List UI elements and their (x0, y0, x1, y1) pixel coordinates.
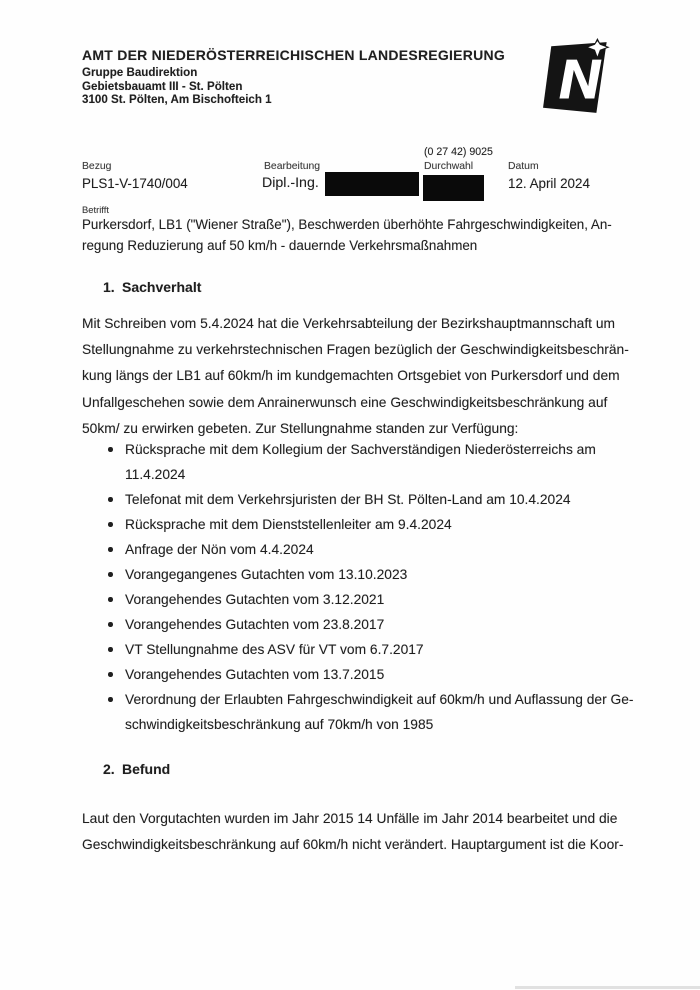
evidence-list (82, 437, 634, 737)
list-item-line: Vorangegangenes Gutachten vom 13.10.2023 (125, 567, 408, 582)
dept-line-3: 3100 St. Pölten, Am Bischofteich 1 (82, 93, 272, 107)
list-item (82, 587, 634, 612)
datum-label: Datum (508, 161, 539, 172)
section-1-paragraph (82, 311, 629, 442)
bearbeitung-value: Dipl.-Ing. (262, 175, 319, 191)
section-2-number: 2. (103, 761, 115, 777)
dept-line-1: Gruppe Baudirektion (82, 66, 198, 79)
paragraph-line: Geschwindigkeitsbeschränkung auf 60km/h nicht verändert. Hauptargument ist die Koor- (82, 836, 624, 852)
durchwahl-phone: (0 27 42) 9025 (424, 146, 493, 158)
bezug-label: Bezug (82, 161, 112, 172)
durchwahl-label: Durchwahl (424, 161, 474, 172)
section-2-paragraph (82, 806, 623, 857)
list-item (82, 662, 634, 687)
list-item (82, 637, 634, 662)
subject-label: Betrifft (82, 204, 109, 215)
paragraph-line: Unfallgeschehen sowie dem Anrainerwunsch eine Geschwindigkeitsbeschränkung auf (82, 394, 608, 410)
bullet-icon (108, 572, 113, 577)
list-item-line: Rücksprache mit dem Kollegium der Sachverständigen Niederösterreichs am (125, 442, 596, 457)
list-item-line: 11.4.2024 (125, 467, 186, 482)
noe-state-logo (541, 37, 621, 117)
paragraph-line: 50km/ zu erwirken gebeten. Zur Stellungnahme standen zur Verfügung: (82, 420, 519, 436)
subject-line-1: Purkersdorf, LB1 ("Wiener Straße"), Beschwerden überhöhte Fahrgeschwindigkeiten, An- (82, 217, 612, 232)
bullet-icon (108, 647, 113, 652)
section-1-number: 1. (103, 279, 115, 295)
list-item-line: Vorangehendes Gutachten vom 13.7.2015 (125, 667, 385, 682)
paragraph-line: Mit Schreiben vom 5.4.2024 hat die Verkehrsabteilung der Bezirkshauptmannschaft um (82, 316, 616, 331)
section-2-title: Befund (122, 761, 171, 777)
bullet-icon (108, 597, 113, 602)
scan-edge-artifact (515, 986, 700, 989)
list-item-line: Rücksprache mit dem Dienststellenleiter am 9.4.2024 (125, 517, 452, 532)
bullet-icon (108, 547, 113, 552)
section-1-heading (103, 279, 201, 295)
datum-value: 12. April 2024 (508, 176, 590, 191)
redaction-bar-extension (423, 175, 484, 201)
list-item (82, 512, 634, 537)
bullet-icon (108, 672, 113, 677)
list-item (82, 562, 634, 587)
list-item (82, 612, 634, 637)
list-item-line: schwindigkeitsbeschränkung auf 70km/h von 1985 (125, 717, 434, 732)
paragraph-line: kung längs der LB1 auf 60km/h im kundgemachten Ortsgebiet von Purkersdorf und dem (82, 368, 620, 384)
section-1-title: Sachverhalt (122, 279, 202, 295)
paragraph-line: Stellungnahme zu verkehrstechnischen Fragen bezüglich der Geschwindigkeitsbeschrän- (82, 342, 629, 358)
list-item-line: Vorangehendes Gutachten vom 3.12.2021 (125, 592, 385, 607)
list-item-line: Verordnung der Erlaubten Fahrgeschwindigkeit auf 60km/h und Auflassung der Ge- (125, 692, 634, 707)
paragraph-line: Laut den Vorgutachten wurden im Jahr 2015 14 Unfälle im Jahr 2014 bearbeitet und die (82, 811, 618, 826)
list-item (82, 537, 634, 562)
list-item-line: Anfrage der Nön vom 4.4.2024 (125, 542, 314, 557)
list-item (82, 487, 634, 512)
section-2-heading (103, 761, 170, 777)
org-department-block (82, 66, 272, 107)
list-item-line: Telefonat mit dem Verkehrsjuristen der BH St. Pölten-Land am 10.4.2024 (125, 492, 571, 507)
redaction-bar-name (325, 172, 419, 196)
subject-line-2: regung Reduzierung auf 50 km/h - dauernde Verkehrsmaßnahmen (82, 237, 478, 253)
noe-logo-icon (541, 37, 621, 117)
list-item (82, 437, 634, 487)
bezug-value: PLS1-V-1740/004 (82, 176, 188, 191)
bullet-icon (108, 522, 113, 527)
subject-text (82, 215, 612, 256)
org-name: AMT DER NIEDERÖSTERREICHISCHEN LANDESREGIERUNG (82, 47, 505, 63)
bearbeitung-label: Bearbeitung (264, 161, 321, 172)
list-item-line: Vorangehendes Gutachten vom 23.8.2017 (125, 617, 385, 632)
bullet-icon (108, 697, 113, 702)
list-item-line: VT Stellungnahme des ASV für VT vom 6.7.2017 (125, 642, 424, 657)
bullet-icon (108, 497, 113, 502)
bullet-icon (108, 447, 113, 452)
list-item (82, 687, 634, 737)
bullet-icon (108, 622, 113, 627)
dept-line-2: Gebietsbauamt III - St. Pölten (82, 79, 243, 93)
